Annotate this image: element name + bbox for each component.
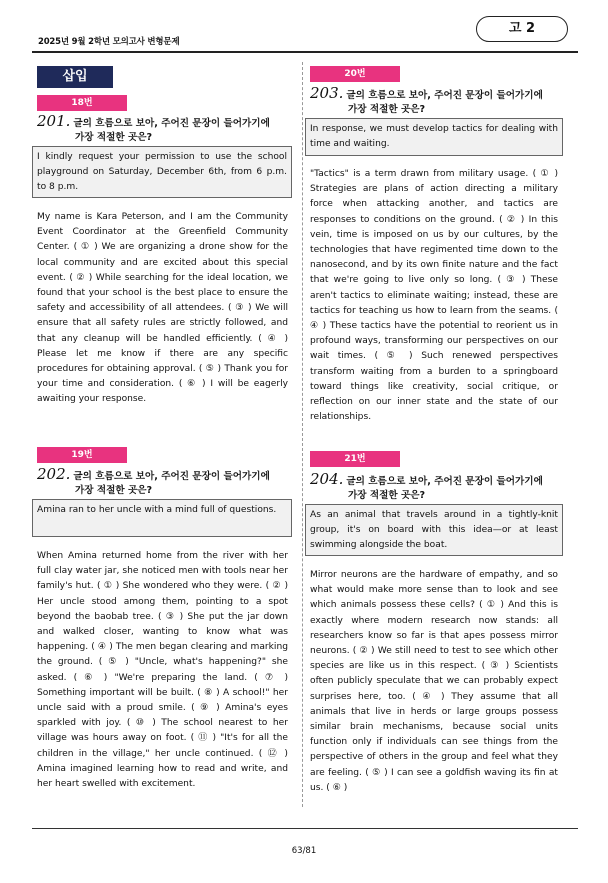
- section-title: 삽입: [37, 66, 113, 88]
- page-number: 63/81: [291, 846, 317, 856]
- question-title-203: [310, 86, 572, 117]
- question-instruction: 가장 적절한 곳은?: [348, 104, 426, 115]
- question-tag-20: 20번: [310, 66, 400, 82]
- given-sentence-202: Amina ran to her uncle with a mind full of questions.: [32, 499, 292, 537]
- question-instruction: 가장 적절한 곳은?: [348, 490, 426, 501]
- question-instruction: 가장 적절한 곳은?: [75, 132, 153, 143]
- question-title-204: [310, 472, 572, 503]
- question-number: 202.: [37, 465, 71, 483]
- question-tag-18: 18번: [37, 95, 127, 111]
- question-title-201: [37, 114, 297, 145]
- question-tag-19: 19번: [37, 447, 127, 463]
- question-instruction: 가장 적절한 곳은?: [75, 485, 153, 496]
- question-instruction: 글의 흐름으로 보아, 주어진 문장이 들어가기에: [346, 476, 543, 487]
- question-instruction: 글의 흐름으로 보아, 주어진 문장이 들어가기에: [346, 90, 543, 101]
- question-number: 203.: [310, 84, 344, 102]
- passage-201: My name is Kara Peterson, and I am the Community Event Coordinator at the Greenfield Community Center. ( ① ) We are organizing a drone show for the local community and are excited about this special event. ( ② ) While searching for the ideal location, we found that your school is the best place to ensure the safety and accessibility of all attendees. ( ③ ) We will ensure that all safety rules are strictly followed, and that any cleanup will be handled efficiently. ( ④ ) Please let me know if there are any specific procedures for obtaining approval. ( ⑤ ) Thank you for your time and consideration. ( ⑥ ) I will be eagerly awaiting your response.: [37, 212, 288, 405]
- question-title-202: [37, 467, 297, 498]
- grade-badge: 고 2: [476, 16, 568, 42]
- footer-divider: [32, 828, 578, 829]
- question-instruction: 글의 흐름으로 보아, 주어진 문장이 들어가기에: [73, 471, 270, 482]
- column-divider: [302, 62, 303, 807]
- exam-title: 2025년 9월 2학년 모의고사 변형문제: [38, 37, 180, 47]
- passage-204: Mirror neurons are the hardware of empathy, and so what would make more sense than to look and see which animals possess these cells? ( ① ) And this is exactly where modern research now stands: all researchers know so far is that apes possess mirror neurons. ( ② ) We still need to test to see which other species are like us in this respect. ( ③ ) Scientists often publicly speculate that we can probably expect surprises here, too. ( ④ ) They assume that all animals that live in herds or large groups possess similar brain mechanisms, because social units function only if individuals can see things from the perspective of others in the group and feel what they are feeling. ( ⑤ ) I can see a goldfish waving its fin at us. ( ⑥ ): [310, 570, 558, 793]
- header-divider: [32, 51, 578, 53]
- given-sentence-204: As an animal that travels around in a tightly-knit group, it's on board with this idea—or at least swimming alongside the boat.: [305, 504, 563, 556]
- passage-203: "Tactics" is a term drawn from military usage. ( ① ) Strategies are plans of action directing a military force when attacking another, and tactics are responses to conditions on the ground. ( ② ) In this vein, time is imposed on us by our cultures, by the technologies that have regimented time down to the nanosecond, and by its own finite nature and the fact that we're going to live only so long. ( ③ ) These aren't tactics to eliminate waiting; instead, these are tactics for teaching us how to learn from the seams. ( ④ ) These tactics have the potential to reorient us in profound ways, transforming our perspectives on our wait times. ( ⑤ ) Such renewed perspectives transform waiting from a burden to a springboard toward things like creativity, social critique, or reflection on our inner state and the state of our relationships.: [310, 169, 558, 423]
- question-number: 204.: [310, 470, 344, 488]
- question-number: 201.: [37, 112, 71, 130]
- passage-202: When Amina returned home from the river with her full clay water jar, she noticed men with tools near her family's hut. ( ① ) She wondered who they were. ( ② ) Her uncle stood among them, pointing to a spot beyond the baobab tree. ( ③ ) She put the jar down and walked closer, wanting to know what was happening. ( ④ ) The men began clearing and marking the ground. ( ⑤ ) "Uncle, what's happening?" she asked. ( ⑥ ) "We're preparing the land. ( ⑦ ) Something important will be built. ( ⑧ ) A school!" her uncle said with a proud smile. ( ⑨ ) Amina's eyes sparkled with joy. ( ⑩ ) The school nearest to her village was hours away on foot. ( ⑪ ) "It's for all the children in the village," her uncle continued. ( ⑫ ) Amina imagined learning how to read and write, and her heart swelled with excitement.: [37, 551, 288, 790]
- question-tag-21: 21번: [310, 451, 400, 467]
- given-sentence-201: I kindly request your permission to use the school playground on Saturday, December 6th, from 6 p.m. to 8 p.m.: [32, 146, 292, 198]
- given-sentence-203: In response, we must develop tactics for dealing with time and waiting.: [305, 118, 563, 156]
- question-instruction: 글의 흐름으로 보아, 주어진 문장이 들어가기에: [73, 118, 270, 129]
